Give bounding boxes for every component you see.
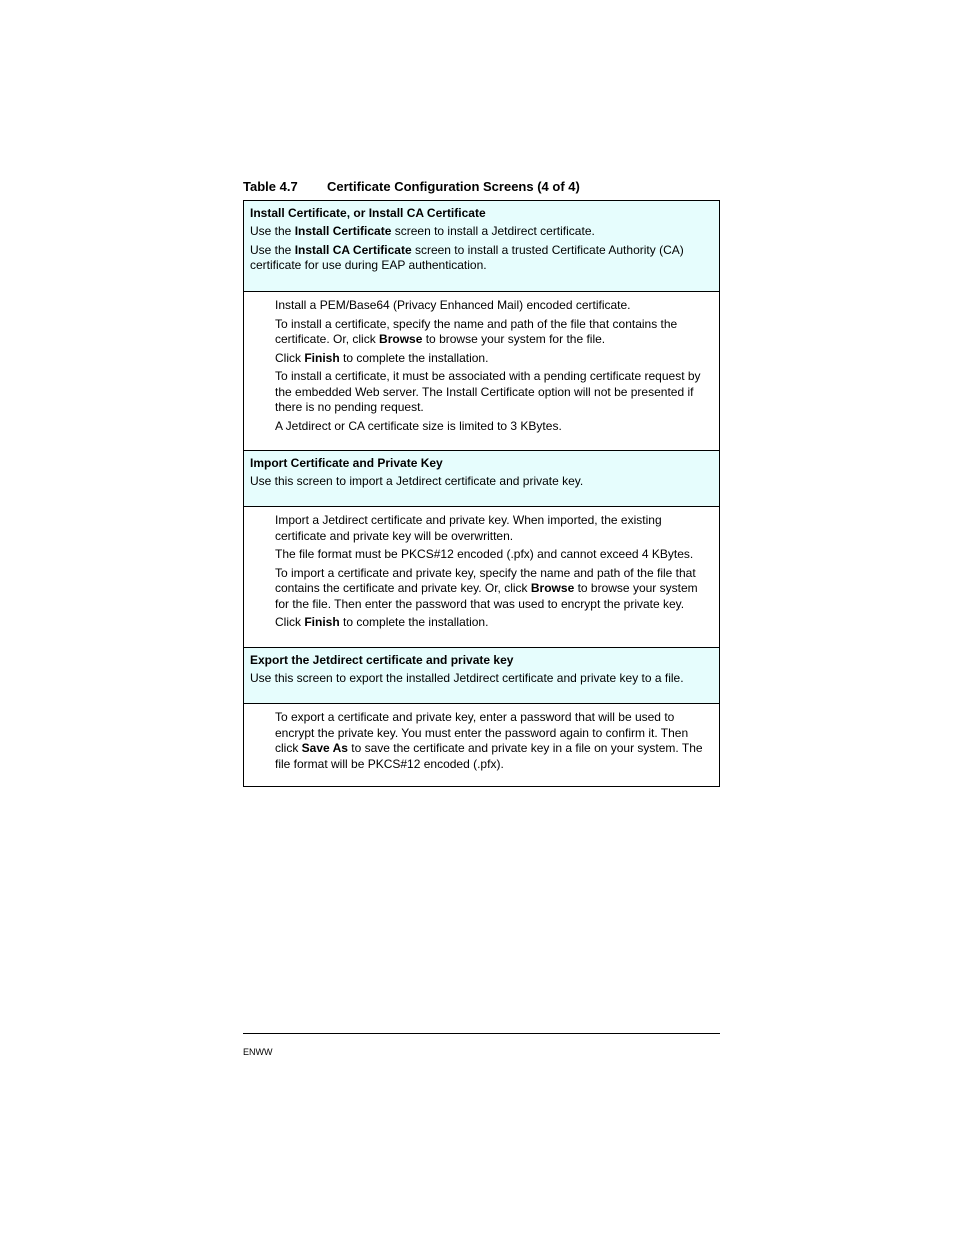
detail-paragraph: Click Finish to complete the installation. [275,615,489,629]
section-details-install-certificate [244,291,719,450]
section-heading: Export the Jetdirect certificate and private key [250,653,514,667]
section-header-install-certificate [244,201,719,291]
section-header-import-certificate [244,450,719,506]
footer-label: ENWW [243,1047,273,1057]
detail-paragraph: Import a Jetdirect certificate and private key. When imported, the existing certificate and private key will be overwritten. [275,513,662,543]
intro-paragraph: Use the Install Certificate screen to install a Jetdirect certificate. [250,224,595,238]
detail-paragraph: To install a certificate, specify the name and path of the file that contains the certificate. Or, click Browse to browse your system for the file. [275,316,678,346]
section-heading: Install Certificate, or Install CA Certificate [250,206,486,220]
section-details-import-certificate [244,506,719,647]
table-title: Certificate Configuration Screens (4 of 4) [327,179,580,194]
detail-paragraph: The file format must be PKCS#12 encoded (.pfx) and cannot exceed 4 KBytes. [275,547,694,561]
section-details-export-certificate [244,703,719,786]
detail-paragraph: To install a certificate, it must be associated with a pending certificate request by the embedded Web server. The Install Certificate option will not be presented if there is no pending request. [275,369,701,414]
table-number: Table 4.7 [243,179,298,194]
section-header-export-certificate [244,647,719,703]
detail-paragraph: To export a certificate and private key, enter a password that will be used to encrypt the private key. You must enter the password again to confirm it. Then click Save As to save the certificate and private key in a file on your system. The file format will be PKCS#12 encoded (.pfx). [275,710,703,771]
detail-paragraph: Install a PEM/Base64 (Privacy Enhanced Mail) encoded certificate. [275,298,631,312]
detail-paragraph: To import a certificate and private key, specify the name and path of the file that contains the certificate and private key. Or, click Browse to browse your system for the file. Then enter the password that was used to encrypt the private key. [275,565,698,611]
certificate-config-table [243,200,720,787]
section-heading: Import Certificate and Private Key [250,456,443,470]
intro-paragraph: Use this screen to import a Jetdirect certificate and private key. [250,474,584,488]
detail-paragraph: Click Finish to complete the installation. [275,350,489,365]
table-caption [243,179,580,194]
detail-paragraph: A Jetdirect or CA certificate size is limited to 3 KBytes. [275,418,562,433]
footer-divider [243,1033,720,1034]
intro-paragraph: Use the Install CA Certificate screen to install a trusted Certificate Authority (CA) certificate for use during EAP authentication. [250,242,684,272]
intro-paragraph: Use this screen to export the installed Jetdirect certificate and private key to a file. [250,671,684,685]
